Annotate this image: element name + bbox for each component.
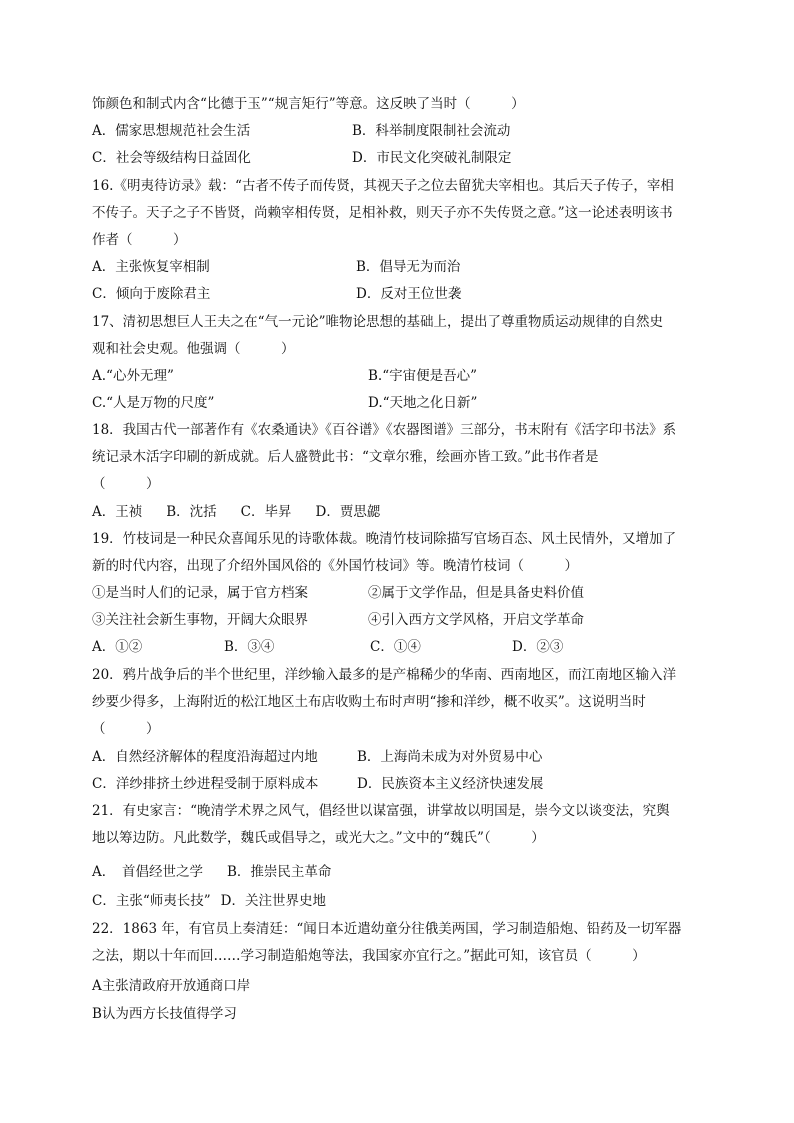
q19-statement-3: ③关注社会新生事物，开阔大众眼界 bbox=[92, 612, 308, 628]
q18-option-a: A．王祯 bbox=[92, 504, 143, 520]
q21-options-row2 bbox=[92, 891, 704, 911]
q22-option-b: B认为西方长技值得学习 bbox=[92, 1006, 237, 1022]
q18-stem-line3: （ ） bbox=[92, 476, 160, 492]
q18-stem-line2: 统记录木活字印刷的新成就。后人盛赞此书：“文章尔雅，绘画亦皆工致。”此书作者是 bbox=[92, 449, 599, 465]
q18-option-d: D．贾思勰 bbox=[315, 504, 381, 520]
q17-options-row2 bbox=[0, 393, 794, 413]
q19-option-d: D．②③ bbox=[512, 639, 564, 655]
q16-option-c: C．倾向于废除君主 bbox=[92, 286, 211, 302]
q18-option-b: B．沈括 bbox=[166, 504, 217, 520]
q17-option-c: C.“人是万物的尺度” bbox=[92, 395, 215, 411]
q19-option-c: C．①④ bbox=[370, 639, 421, 655]
q17-stem-line1: 17、清初思想巨人王夫之在“气一元论”唯物论思想的基础上，提出了尊重物质运动规律的自然史 bbox=[92, 314, 663, 330]
q15-option-c: C．社会等级结构日益固化 bbox=[92, 150, 251, 166]
q22-stem-line1: 22．1863 年，有官员上奏清廷：“闻日本近遣幼童分往俄美两国，学习制造船炮、铅药及一切军器 bbox=[92, 921, 682, 937]
q17-option-b: B.“宇宙便是吾心” bbox=[368, 368, 478, 384]
q19-stem-line1: 19．竹枝词是一种民众喜闻乐见的诗歌体裁。晚清竹枝词除描写官场百态、风土民情外，又增加了 bbox=[92, 531, 677, 547]
q18-stem-line1: 18．我国古代一部著作有《农桑通诀》《百谷谱》《农器图谱》三部分，书末附有《活字印书法》系 bbox=[92, 422, 677, 438]
q21-option-a: A． 首倡经世之学 bbox=[92, 864, 203, 880]
q16-options-row2 bbox=[0, 284, 794, 304]
q21-stem-line1: 21．有史家言：“晚清学术界之风气，倡经世以谋富强，讲掌故以明国是，崇今文以谈变法，究舆 bbox=[92, 803, 670, 819]
q21-stem-line2: 地以筹边防。凡此数学，魏氏或倡导之，或光大之。”文中的“魏氏”（ ） bbox=[92, 830, 545, 846]
q18-options-row bbox=[92, 502, 704, 522]
q15-options-row1 bbox=[0, 121, 794, 141]
q20-options-row1 bbox=[0, 747, 794, 767]
q15-stem: 饰颜色和制式内含“比德于玉”“规言矩行”等意。这反映了当时（ ） bbox=[92, 96, 525, 112]
q20-options-row2 bbox=[0, 774, 794, 794]
q16-stem-line1: 16.《明夷待访录》载：“古者不传子而传贤，其视天子之位去留犹夫宰相也。其后天子传子，宰相 bbox=[92, 178, 674, 194]
q16-stem-line3: 作者（ ） bbox=[92, 232, 187, 248]
q16-option-b: B．倡导无为而治 bbox=[356, 259, 461, 275]
q21-options-row1 bbox=[92, 862, 704, 882]
q16-option-d: D．反对王位世袭 bbox=[356, 286, 462, 302]
q22-stem-line2: 之法，期以十年而回……学习制造船炮等法，我国家亦宜行之。”据此可知，该官员（ ） bbox=[92, 948, 646, 964]
q20-option-b: B．上海尚未成为对外贸易中心 bbox=[357, 749, 543, 765]
q17-stem-line2: 观和社会史观。他强调（ ） bbox=[92, 341, 295, 357]
q19-stem-line2: 新的时代内容，出现了介绍外国风俗的《外国竹枝词》等。晚清竹枝词（ ） bbox=[92, 558, 578, 574]
q21-option-c: C．主张“师夷长技” bbox=[92, 893, 211, 909]
q19-statements-row2 bbox=[0, 610, 794, 630]
q19-statement-4: ④引入西方文学风格，开启文学革命 bbox=[368, 612, 584, 628]
q20-stem-line2: 纱要少得多，上海附近的松江地区土布店收购土布时声明“掺和洋纱，概不收买”。这说明当时 bbox=[92, 694, 646, 710]
q19-option-a: A．①② bbox=[92, 639, 143, 655]
q15-options-row2 bbox=[0, 148, 794, 168]
q15-option-a: A．儒家思想规范社会生活 bbox=[92, 123, 251, 139]
q19-options-row bbox=[0, 637, 794, 657]
q19-statement-1: ①是当时人们的记录，属于官方档案 bbox=[92, 585, 308, 601]
q16-options-row1 bbox=[0, 257, 794, 277]
q17-option-d: D.“天地之化日新” bbox=[368, 395, 478, 411]
q15-option-b: B．科举制度限制社会流动 bbox=[352, 123, 511, 139]
q20-stem-line1: 20．鸦片战争后的半个世纪里，洋纱输入最多的是产棉稀少的华南、西南地区，而江南地区输入洋 bbox=[92, 667, 677, 683]
q19-statement-2: ②属于文学作品，但是具备史料价值 bbox=[368, 585, 584, 601]
q17-options-row1 bbox=[0, 366, 794, 386]
q20-option-c: C．洋纱排挤土纱进程受制于原料成本 bbox=[92, 776, 319, 792]
q19-option-b: B．③④ bbox=[224, 639, 275, 655]
q15-option-d: D．市民文化突破礼制限定 bbox=[352, 150, 512, 166]
q21-option-b: B．推崇民主革命 bbox=[227, 864, 332, 880]
q16-option-a: A．主张恢复宰相制 bbox=[92, 259, 210, 275]
q16-stem-line2: 不传子。天子之子不皆贤，尚赖宰相传贤，足相补救，则天子亦不失传贤之意。”这一论述表明该书 bbox=[92, 205, 673, 221]
q22-option-a: A主张清政府开放通商口岸 bbox=[92, 978, 251, 994]
q19-statements-row1 bbox=[0, 583, 794, 603]
q17-option-a: A.“心外无理” bbox=[92, 368, 174, 384]
q20-option-d: D．民族资本主义经济快速发展 bbox=[357, 776, 544, 792]
q18-option-c: C．毕昇 bbox=[240, 504, 292, 520]
q21-option-d: D．关注世界史地 bbox=[220, 893, 326, 909]
q20-stem-line3: （ ） bbox=[92, 721, 160, 737]
q20-option-a: A．自然经济解体的程度沿海超过内地 bbox=[92, 749, 318, 765]
